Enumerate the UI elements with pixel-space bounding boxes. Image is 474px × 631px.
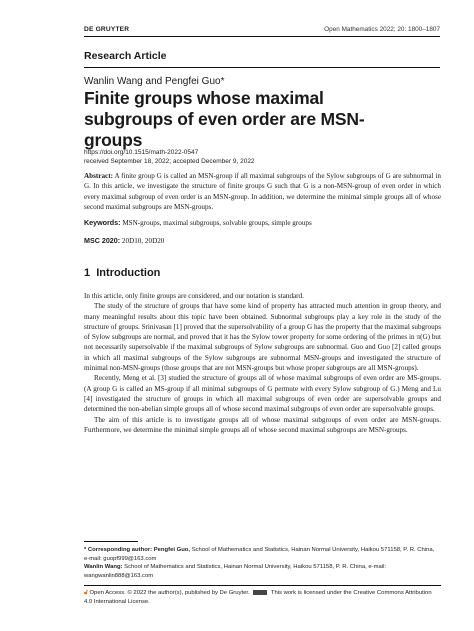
cc-by-badge-icon[interactable] (253, 590, 267, 595)
license-text-before: Open Access. © 2022 the author(s), published by De Gruyter. (89, 590, 250, 596)
received-accepted-dates: received September 18, 2022; accepted December 9, 2022 (84, 158, 255, 165)
footnote-corresponding (84, 546, 441, 563)
author2-label: Wanlin Wang: (84, 564, 123, 570)
paragraph: The aim of this article is to investigate groups all of whose maximal subgroups of even order are MSN-groups. Furthermore, we determine the minimal simple groups all of whose second maximal subgroups are MSN-groups. (84, 415, 441, 434)
corresponding-text: School of Mathematics and Statistics, Hainan Normal University, Haikou 571158, P. R. China, e-mail: guopf999@163.com (84, 547, 435, 562)
doi[interactable]: https://doi.org/10.1515/math-2022-0547 (84, 149, 199, 156)
abstract (84, 171, 441, 212)
msc-text: 20D10, 20D20 (121, 237, 165, 245)
author2-text: School of Mathematics and Statistics, Hainan Normal University, Haikou 571158, P. R. China, e-mail: wangwanlin888@163.com (84, 564, 387, 579)
article-type: Research Article (84, 50, 167, 62)
authors: Wanlin Wang and Pengfei Guo* (84, 76, 225, 87)
section-heading (84, 267, 160, 279)
section-title: Introduction (96, 267, 161, 279)
msc-classification (84, 236, 441, 246)
introduction-body (84, 291, 441, 435)
paper-title: Finite groups whose maximal subgroups of even order are MSN-groups (84, 88, 365, 150)
article-type-rule (84, 67, 440, 68)
msc-label: MSC 2020: (84, 237, 121, 245)
keywords-label: Keywords: (84, 219, 121, 227)
abstract-text: A finite group G is called an MSN-group if all maximal subgroups of the Sylow subgroups of G are subnormal in G. In this article, we investigate the structure of finite groups G such that G is a non-MSN-group of even order in which every maximal subgroup of even order is an MSN-group. In addition, we determine the minimal simple groups all of whose second maximal subgroups are MSN-groups. (84, 172, 441, 211)
section-number: 1 (84, 267, 91, 279)
license-rule (84, 585, 441, 586)
publisher-name: DE GRUYTER (84, 26, 130, 33)
paragraph: In this article, only finite groups are considered, and our notation is standard. (84, 292, 304, 300)
footnote-rule (84, 541, 138, 542)
corresponding-label: * Corresponding author: Pengfei Guo, (84, 547, 191, 553)
footnotes (84, 546, 441, 580)
footnote-author2 (84, 563, 441, 580)
keywords-text: MSN-groups, maximal subgroups, solvable groups, simple groups (122, 219, 312, 227)
header-rule (84, 36, 440, 37)
journal-citation: Open Mathematics 2022; 20: 1800–1807 (324, 26, 440, 33)
license-text-after: This work is licensed under the Creative Commons Attribution 4.0 International License. (84, 590, 432, 605)
keywords (84, 218, 441, 228)
paragraph: Recently, Meng et al. [3] studied the structure of groups all of whose maximal subgroups of even order are MS-groups. (A group G is called an MS-group if all minimal subgroups of G permute with every Sylow subgroup of G.) Meng and Lu [4] investigated the structure of groups in which all maximal subgroups of even order are supersolvable groups and determined the non-abelian simple groups all of whose second maximal subgroups of even order are supersolvable groups. (84, 374, 441, 414)
open-access-icon: 🔓︎ (84, 590, 88, 596)
abstract-label: Abstract: (84, 172, 113, 180)
paragraph: The study of the structure of groups that have some kind of property has attracted much attention in group theory, and many meaningful results about this topic have been obtained. Subnormal subgroups play a key role in the study of the structure of groups. Srinivasan [1] proved that the supersolvability of a group G has the property that the maximal subgroups of Sylow subgroups are normal, and proved that it has the Sylow tower property for some ordering of the primes in π(G) but not necessarily supersolvable if the maximal subgroups of Sylow subgroups are subnormal. Guo and Guo [2] called groups in which all maximal subgroups of the Sylow subgroups are subnormal MSN-groups and investigated the structure of minimal non-MSN-groups (those groups that are not MSN-groups but whose proper subgroups are all MSN-groups). (84, 302, 441, 373)
license (84, 589, 441, 606)
